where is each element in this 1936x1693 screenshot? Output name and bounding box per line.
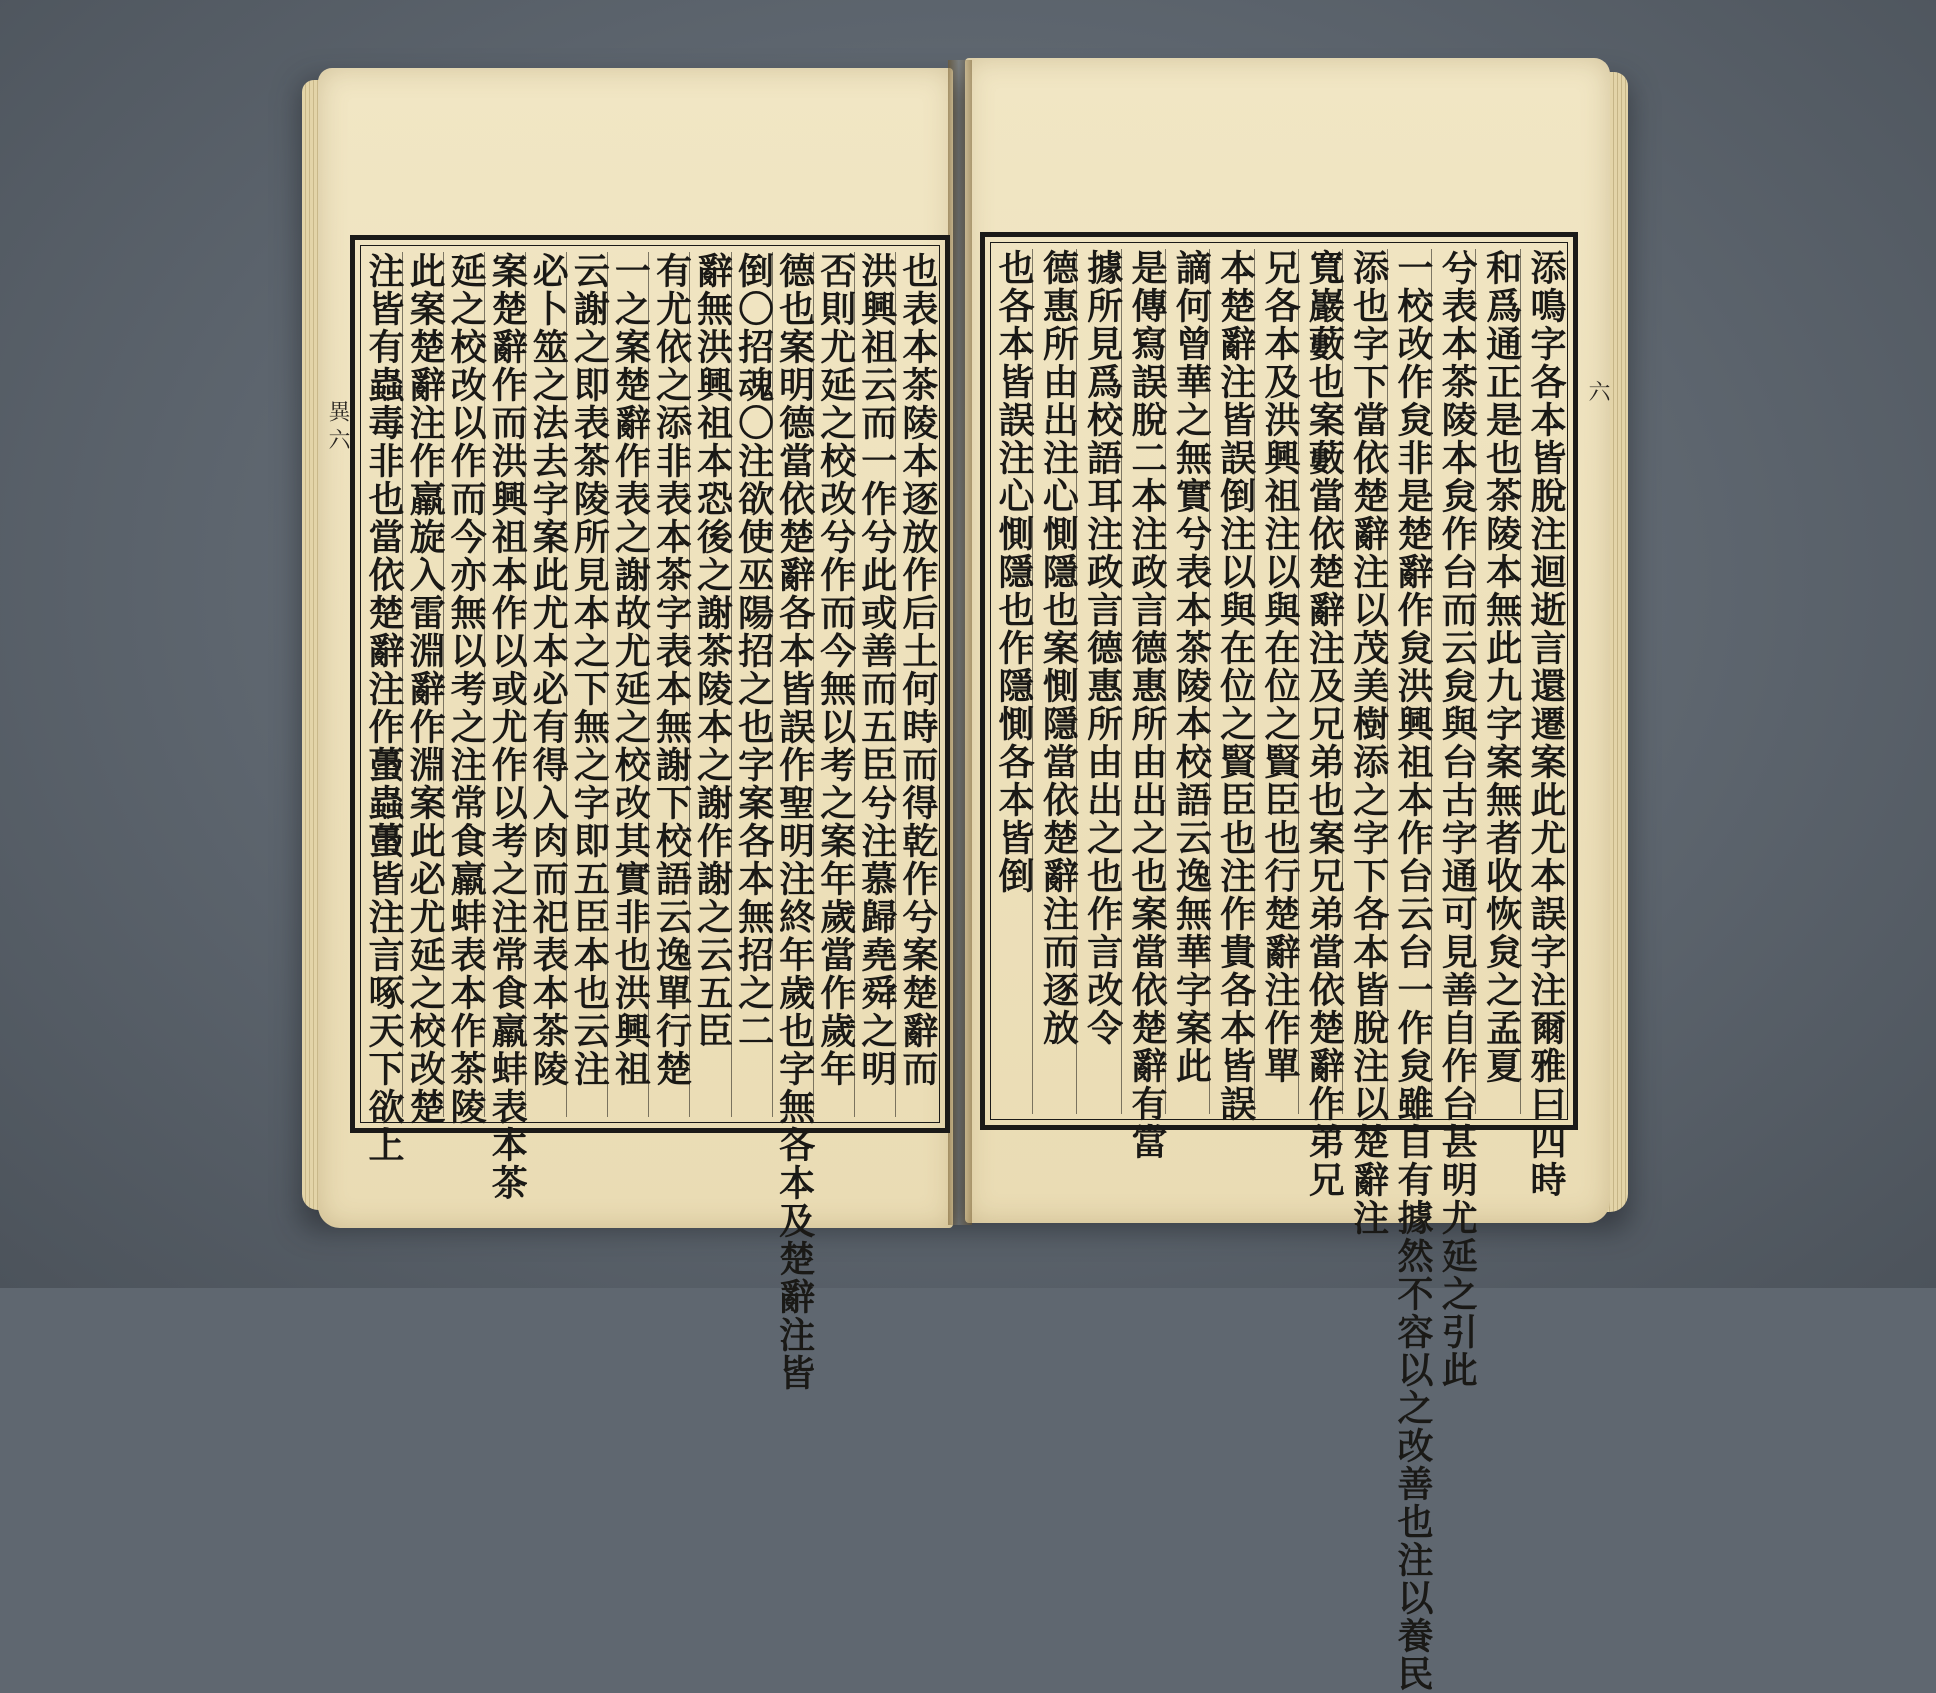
text-column: 本楚辭注皆誤倒注以與在位之賢臣也注作貴各本皆誤 (1214, 249, 1257, 1123)
text-column: 延之校改以作而今亦無以考之注常食羸蚌表本作茶陵 (445, 252, 488, 1126)
text-column: 德惠所由出注心惻隱也案惻隱當依楚辭注而逐放 (1040, 249, 1077, 1114)
text-column: 兄各本及洪興祖注以與在位之賢臣也行楚辭注作單 (1262, 249, 1299, 1114)
left-marginal-label: 異六 (325, 400, 350, 456)
text-column: 洪興祖云而一作兮此或善而五臣兮注慕歸堯舜之明 (859, 252, 896, 1117)
text-column: 添鳴字各本皆脫注迴逝言還遷案此尤本誤字注爾雅曰四時 (1524, 249, 1567, 1199)
left-text-columns (363, 252, 939, 1392)
text-column: 倒〇招魂〇注欲使巫陽招之也字案各本無招之二 (736, 252, 773, 1117)
text-column: 和爲通正是也茶陵本無此九字案無者收恢炱之孟夏 (1484, 249, 1521, 1114)
text-column: 是傳寫誤脫二本注政言德惠所由出之也案當依楚辭有當 (1125, 249, 1168, 1161)
text-column: 謫何曾華之無實兮表本茶陵本校語云逸無華字案此 (1173, 249, 1210, 1114)
text-column: 一校改作炱非是楚辭作炱洪興祖本作台云台一作炱雖自有據然不容以之改善也注以養民 (1391, 249, 1434, 1693)
text-column: 也各本皆誤注心惻隱也作隱惻各本皆倒 (996, 249, 1033, 1114)
text-column: 辭無洪興祖本恐後之謝茶陵本之謝作謝之云五臣 (695, 252, 732, 1117)
text-column: 否則尤延之校改兮作而今無以考之案年歲當作歲年 (818, 252, 855, 1117)
text-column: 兮表本茶陵本炱作台而云炱與台古字通可見善自作台甚明尤延之引此 (1436, 249, 1479, 1389)
text-column: 據所見爲校語耳注政言德惠所由出之也作言改令 (1085, 249, 1122, 1114)
text-column: 寬巖藪也案藪當依楚辭注及兄弟也案兄弟當依楚辭作弟兄 (1303, 249, 1346, 1199)
text-column: 案楚辭作而洪興祖本作以或尤作以考之注常食羸蚌表本茶 (486, 252, 529, 1202)
book-gutter (948, 60, 972, 1225)
text-column: 添也字下當依楚辭注以茂美樹添之字下各本皆脫注以楚辭注 (1347, 249, 1390, 1237)
text-column: 德也案明德當依楚辭各本皆誤作聖明注終年歲也字無各本及楚辭注皆 (773, 252, 816, 1392)
text-column: 此案楚辭注作羸旋入雷淵辭作淵案此必尤延之校改楚 (404, 252, 447, 1126)
text-column: 云謝之即表茶陵所見本之下無之字即五臣本也云注 (571, 252, 608, 1117)
text-column: 也表本茶陵本逐放作后土何時而得乾作兮案楚辭而 (896, 252, 939, 1088)
right-marginal-label: 六 (1585, 380, 1610, 408)
text-column: 有尤依之添非表本茶字表本無謝下校語云逸單行楚 (653, 252, 690, 1117)
right-text-columns (993, 249, 1567, 1693)
text-column: 一之案楚辭作表之謝故尤延之校改其實非也洪興祖 (612, 252, 649, 1117)
text-column: 注皆有蟲毒非也當依楚辭注作蠆蟲蠆皆注言啄天下欲上 (363, 252, 405, 1164)
text-column: 必卜筮之法去字案此尤本必有得入肉而祀表本茶陵 (530, 252, 567, 1117)
